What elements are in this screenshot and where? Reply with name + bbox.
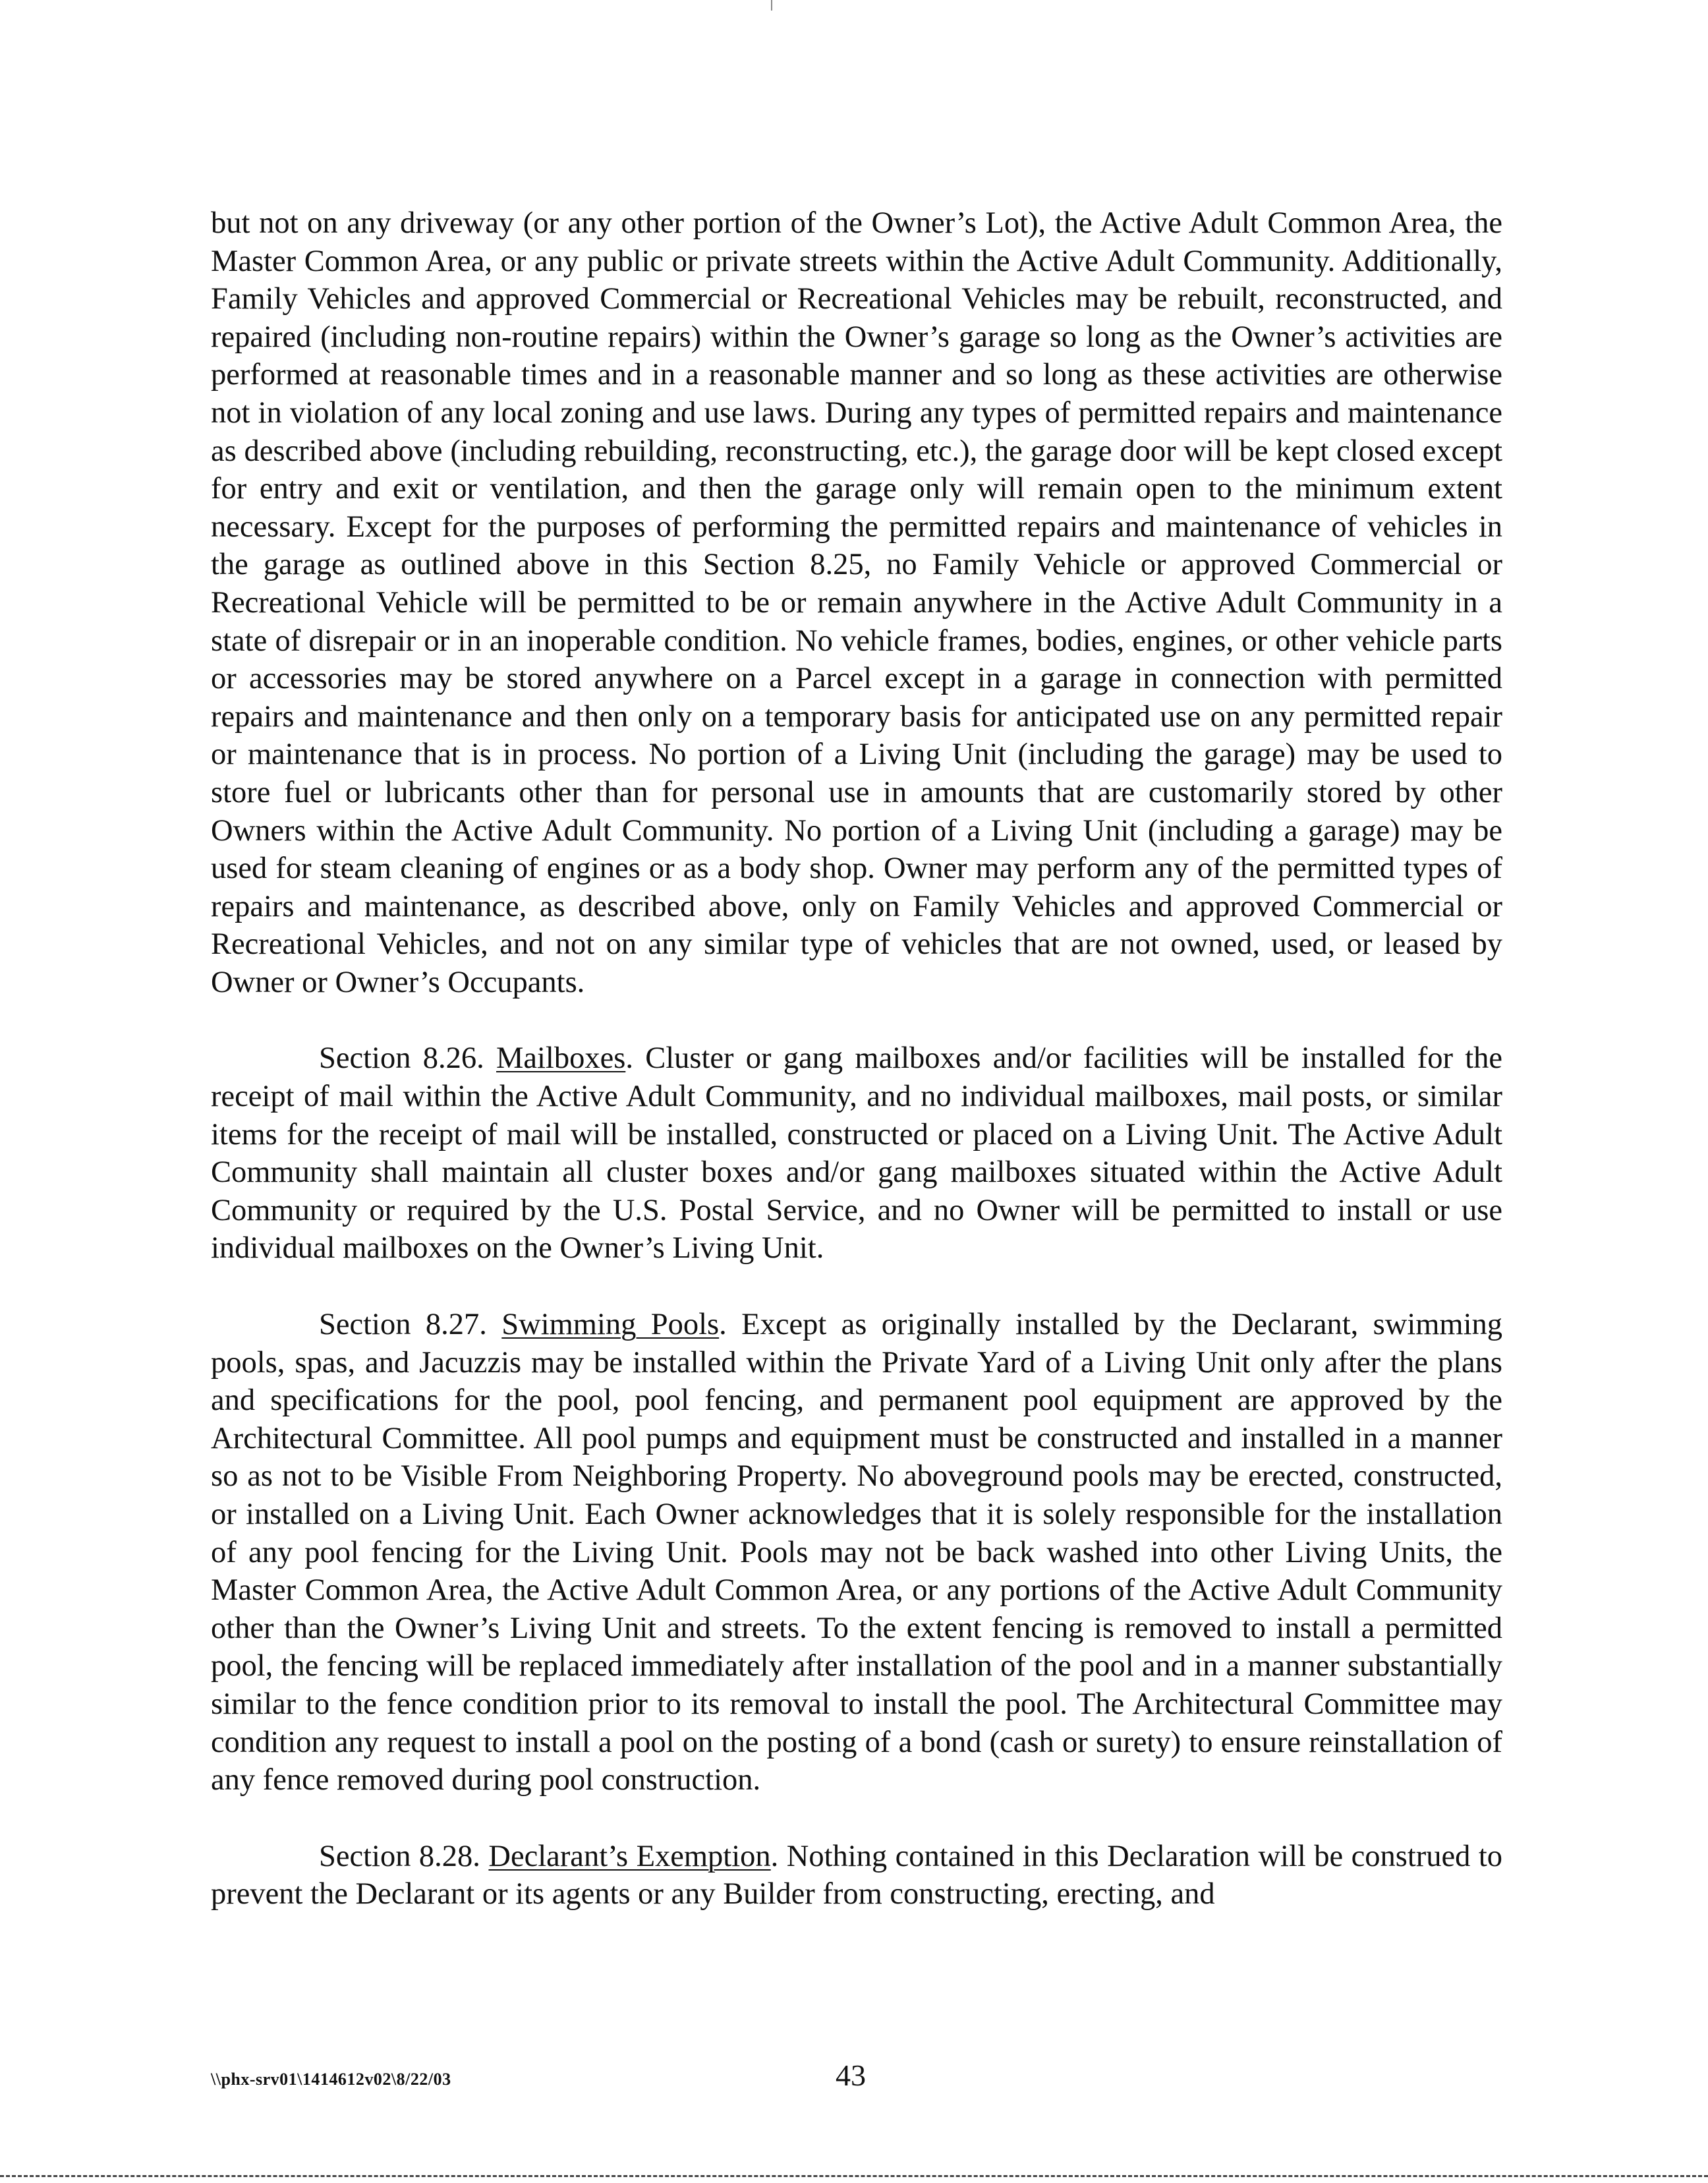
section-body: . Nothing contained in this Declaration will be construed to prevent the Declarant or its agents or any Builder from constructing, erecting, and [211, 1839, 1502, 1911]
footer-document-id: \\phx-srv01\1414612v02\8/22/03 [211, 2070, 451, 2089]
section-title: Mailboxes [496, 1041, 626, 1076]
bottom-rule [0, 2175, 1708, 2177]
section-8-28 [211, 1838, 1502, 1913]
section-title: Declarant’s Exemption [488, 1839, 771, 1873]
section-title: Swimming Pools [501, 1308, 720, 1342]
section-8-26 [211, 1039, 1502, 1267]
section-body: . Except as originally installed by the Declarant, swimming pools, spas, and Jacuzzis may be installed within the Private Yard of a Living Unit only after the plans and specifications for the pool, pool fencing, and permanent pool equipment are approved by the Architectural Committee. All pool pumps and equipment must be constructed and installed in a manner so as not to be Visible From Neighboring Property. No aboveground pools may be erected, constructed, or installed on a Living Unit. Each Owner acknowledges that it is solely responsible for the installation of any pool fencing for the Living Unit. Pools may not be back washed into other Living Units, the Master Common Area, the Active Adult Common Area, or any portions of the Active Adult Community other than the Owner’s Living Unit and streets. To the extent fencing is removed to install a permitted pool, the fencing will be replaced immediately after installation of the pool and in a manner substantially similar to the fence condition prior to its removal to install the pool. The Architectural Committee may condition any request to install a pool on the posting of a bond (cash or surety) to ensure reinstallation of any fence removed during pool construction. [211, 1308, 1503, 1797]
section-8-27 [211, 1306, 1502, 1799]
section-number: Section 8.26. [319, 1041, 484, 1076]
scan-mark [771, 0, 772, 11]
document-body [211, 204, 1502, 1913]
section-number: Section 8.27. [319, 1308, 487, 1342]
page-number: 43 [836, 2058, 866, 2092]
section-body: . Cluster or gang mailboxes and/or facilities will be installed for the receipt of mail within the Active Adult Community, and no individual mailboxes, mail posts, or similar items for the receipt of mail will be installed, constructed or placed on a Living Unit. The Active Adult Community shall maintain all cluster boxes and/or gang mailboxes situated within the Active Adult Community or required by the U.S. Postal Service, and no Owner will be permitted to install or use individual mailboxes on the Owner’s Living Unit. [211, 1041, 1502, 1266]
paragraph-vehicle-repairs: but not on any driveway (or any other portion of the Owner’s Lot), the Active Adult Common Area, the Master Common Area, or any public or private streets within the Active Adult Community. Additionally, Family Vehicles and approved Commercial or Recreational Vehicles may be rebuilt, reconstructed, and repaired (including non-routine repairs) within the Owner’s garage so long as the Owner’s activities are performed at reasonable times and in a reasonable manner and so long as these activities are otherwise not in violation of any local zoning and use laws. During any types of permitted repairs and maintenance as described above (including rebuilding, reconstructing, etc.), the garage door will be kept closed except for entry and exit or ventilation, and then the garage only will remain open to the minimum extent necessary. Except for the purposes of performing the permitted repairs and maintenance of vehicles in the garage as outlined above in this Section 8.25, no Family Vehicle or approved Commercial or Recreational Vehicle will be permitted to be or remain anywhere in the Active Adult Community in a state of disrepair or in an inoperable condition. No vehicle frames, bodies, engines, or other vehicle parts or accessories may be stored anywhere on a Parcel except in a garage in connection with permitted repairs and maintenance and then only on a temporary basis for anticipated use on any permitted repair or maintenance that is in process. No portion of a Living Unit (including the garage) may be used to store fuel or lubricants other than for personal use in amounts that are customarily stored by other Owners within the Active Adult Community. No portion of a Living Unit (including a garage) may be used for steam cleaning of engines or as a body shop. Owner may perform any of the permitted types of repairs and maintenance, as described above, only on Family Vehicles and approved Commercial or Recreational Vehicles, and not on any similar type of vehicles that are not owned, used, or leased by Owner or Owner’s Occupants. [211, 206, 1502, 999]
section-number: Section 8.28. [319, 1839, 480, 1873]
